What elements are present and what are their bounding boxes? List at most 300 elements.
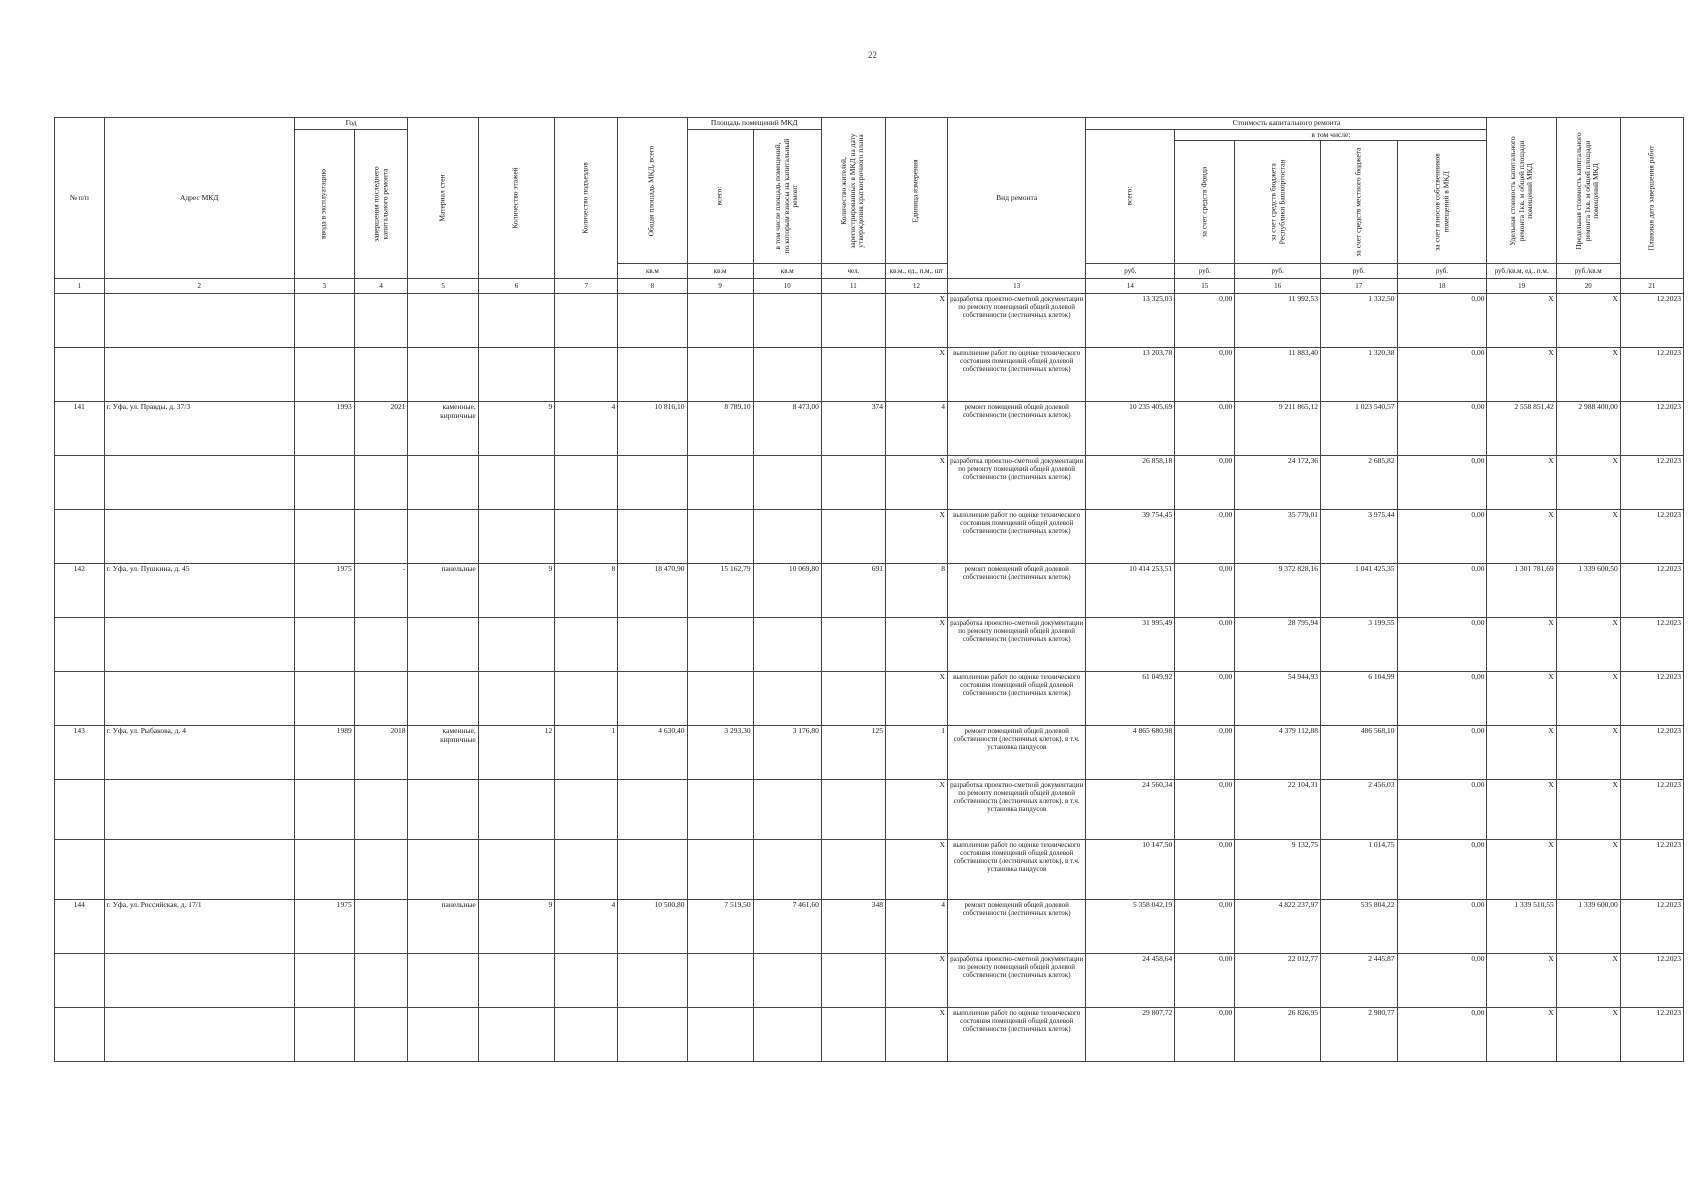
cell-col-17: 2 456,03 xyxy=(1321,780,1397,840)
table-row xyxy=(55,726,1684,780)
repair-register-table xyxy=(54,117,1684,1062)
cell-col-13: выполнение работ по оценке технического состояния помещений общей долевой собственности (лестничных клеток) xyxy=(947,1008,1085,1062)
column-number: 12 xyxy=(885,279,947,294)
column-number: 15 xyxy=(1175,279,1235,294)
cell-col-19: X xyxy=(1487,456,1556,510)
cell-col-15: 0,00 xyxy=(1175,672,1235,726)
cell-col-6 xyxy=(478,618,554,672)
cell-col-21: 12.2023 xyxy=(1620,726,1683,780)
cell-col-15: 0,00 xyxy=(1175,510,1235,564)
cell-col-14: 10 235 405,69 xyxy=(1086,402,1175,456)
table-row xyxy=(55,672,1684,726)
cell-col-5: каменные, кирпичные xyxy=(408,726,478,780)
cell-col-17: 1 320,38 xyxy=(1321,348,1397,402)
cell-col-17: 535 804,22 xyxy=(1321,900,1397,954)
column-number: 11 xyxy=(821,279,885,294)
cell-col-17: 1 014,75 xyxy=(1321,840,1397,900)
header-floors: Количество этажей xyxy=(478,118,554,279)
table-row xyxy=(55,840,1684,900)
table-row xyxy=(55,564,1684,618)
cell-col-9 xyxy=(687,348,753,402)
cell-col-14: 13 203,78 xyxy=(1086,348,1175,402)
cell-col-17: 3 975,44 xyxy=(1321,510,1397,564)
cell-col-20: X xyxy=(1556,348,1620,402)
cell-col-16: 9 132,75 xyxy=(1235,840,1321,900)
cell-col-11 xyxy=(821,456,885,510)
header-cost-local: за счет средств местного бюджета xyxy=(1321,141,1397,264)
cell-col-3: 1975 xyxy=(294,564,354,618)
cell-col-11: 348 xyxy=(821,900,885,954)
cell-col-16: 9 372 828,16 xyxy=(1235,564,1321,618)
cell-col-9 xyxy=(687,1008,753,1062)
cell-col-20: X xyxy=(1556,294,1620,348)
cell-col-10 xyxy=(753,456,821,510)
column-number: 9 xyxy=(687,279,753,294)
table-row xyxy=(55,954,1684,1008)
cell-col-8 xyxy=(618,672,687,726)
cell-col-15: 0,00 xyxy=(1175,402,1235,456)
cell-col-5 xyxy=(408,1008,478,1062)
cell-col-2 xyxy=(104,510,294,564)
table-row xyxy=(55,456,1684,510)
column-number: 16 xyxy=(1235,279,1321,294)
cell-col-4: 2018 xyxy=(354,726,408,780)
cell-col-21: 12.2023 xyxy=(1620,780,1683,840)
cell-col-12: X xyxy=(885,954,947,1008)
cell-col-8 xyxy=(618,294,687,348)
cell-col-12: 8 xyxy=(885,564,947,618)
table-row xyxy=(55,780,1684,840)
table-row xyxy=(55,618,1684,672)
cell-col-20: X xyxy=(1556,672,1620,726)
cell-col-14: 61 049,92 xyxy=(1086,672,1175,726)
table-row xyxy=(55,348,1684,402)
header-work-type: Вид ремонта xyxy=(947,118,1085,279)
header-cost-fund: за счет средств Фонда xyxy=(1175,141,1235,264)
cell-col-12: X xyxy=(885,456,947,510)
cell-col-15: 0,00 xyxy=(1175,954,1235,1008)
cell-col-15: 0,00 xyxy=(1175,348,1235,402)
cell-col-11 xyxy=(821,780,885,840)
cell-col-19: X xyxy=(1487,348,1556,402)
column-number: 21 xyxy=(1620,279,1683,294)
cell-col-13: ремонт помещений общей долевой собственности (лестничных клеток), в т.ч. установка пандусов xyxy=(947,726,1085,780)
cell-col-20: X xyxy=(1556,954,1620,1008)
cell-col-5: панельные xyxy=(408,900,478,954)
cell-col-2 xyxy=(104,1008,294,1062)
column-number: 4 xyxy=(354,279,408,294)
column-number: 10 xyxy=(753,279,821,294)
column-number: 2 xyxy=(104,279,294,294)
table-row xyxy=(55,900,1684,954)
cell-col-16: 22 104,31 xyxy=(1235,780,1321,840)
cell-col-7 xyxy=(555,348,618,402)
cell-col-16: 4 379 112,88 xyxy=(1235,726,1321,780)
cell-col-10 xyxy=(753,618,821,672)
cell-col-19: X xyxy=(1487,294,1556,348)
cell-col-3 xyxy=(294,510,354,564)
cell-col-8: 18 470,90 xyxy=(618,564,687,618)
cell-col-3 xyxy=(294,672,354,726)
cell-col-17: 1 023 540,57 xyxy=(1321,402,1397,456)
cell-col-9 xyxy=(687,672,753,726)
cell-col-10 xyxy=(753,510,821,564)
cell-col-3 xyxy=(294,618,354,672)
table-header xyxy=(55,118,1684,294)
cell-col-6 xyxy=(478,780,554,840)
header-residents: Количество жителей, зарегистрированных в МКД на дату утверждения краткосрочного плана xyxy=(821,118,885,264)
header-unit-cost: Удельная стоимость капитального ремонта 1кв. м общей площади помещений МКД xyxy=(1487,118,1556,264)
cell-col-12: 1 xyxy=(885,726,947,780)
header-cost-republic: за счет средств бюджета Республики Башкортостан xyxy=(1235,141,1321,264)
cell-col-3: 1975 xyxy=(294,900,354,954)
cell-col-17: 486 568,10 xyxy=(1321,726,1397,780)
cell-col-9 xyxy=(687,780,753,840)
cell-col-18: 0,00 xyxy=(1397,348,1487,402)
cell-col-10 xyxy=(753,954,821,1008)
unit-cell: руб./кв.м, ед., п.м. xyxy=(1487,264,1556,279)
cell-col-5 xyxy=(408,618,478,672)
table-row xyxy=(55,402,1684,456)
cell-col-15: 0,00 xyxy=(1175,840,1235,900)
cell-col-4 xyxy=(354,840,408,900)
cell-col-21: 12.2023 xyxy=(1620,510,1683,564)
cell-col-8 xyxy=(618,780,687,840)
cell-col-12: X xyxy=(885,510,947,564)
cell-col-19: X xyxy=(1487,618,1556,672)
cell-col-17: 3 199,55 xyxy=(1321,618,1397,672)
cell-col-14: 24 458,64 xyxy=(1086,954,1175,1008)
cell-col-14: 39 754,45 xyxy=(1086,510,1175,564)
cell-col-14: 13 325,03 xyxy=(1086,294,1175,348)
cell-col-4 xyxy=(354,672,408,726)
cell-col-1 xyxy=(55,840,105,900)
cell-col-3 xyxy=(294,780,354,840)
cell-col-1 xyxy=(55,456,105,510)
cell-col-11 xyxy=(821,1008,885,1062)
cell-col-2 xyxy=(104,348,294,402)
column-number: 5 xyxy=(408,279,478,294)
cell-col-19: 1 339 510,55 xyxy=(1487,900,1556,954)
cell-col-7 xyxy=(555,510,618,564)
cell-col-20: X xyxy=(1556,510,1620,564)
cell-col-14: 5 358 042,19 xyxy=(1086,900,1175,954)
header-address: Адрес МКД xyxy=(104,118,294,279)
cell-col-1 xyxy=(55,954,105,1008)
cell-col-19: X xyxy=(1487,954,1556,1008)
cell-col-7 xyxy=(555,780,618,840)
cell-col-2: г. Уфа, ул. Пушкина, д. 45 xyxy=(104,564,294,618)
page-number: 22 xyxy=(868,50,877,60)
cell-col-7 xyxy=(555,954,618,1008)
cell-col-1: 142 xyxy=(55,564,105,618)
column-number: 13 xyxy=(947,279,1085,294)
cell-col-7: 4 xyxy=(555,402,618,456)
cell-col-21: 12.2023 xyxy=(1620,954,1683,1008)
cell-col-13: выполнение работ по оценке технического состояния помещений общей долевой собственности (лестничных клеток) xyxy=(947,672,1085,726)
cell-col-7 xyxy=(555,618,618,672)
cell-col-18: 0,00 xyxy=(1397,564,1487,618)
cell-col-3 xyxy=(294,456,354,510)
cell-col-12: 4 xyxy=(885,900,947,954)
cell-col-18: 0,00 xyxy=(1397,618,1487,672)
cell-col-6 xyxy=(478,840,554,900)
cell-col-3 xyxy=(294,348,354,402)
cell-col-11 xyxy=(821,618,885,672)
cell-col-12: X xyxy=(885,1008,947,1062)
cell-col-14: 29 807,72 xyxy=(1086,1008,1175,1062)
cell-col-8 xyxy=(618,840,687,900)
cell-col-7 xyxy=(555,294,618,348)
cell-col-8 xyxy=(618,1008,687,1062)
column-number: 1 xyxy=(55,279,105,294)
cell-col-18: 0,00 xyxy=(1397,402,1487,456)
cell-col-7: 8 xyxy=(555,564,618,618)
cell-col-20: X xyxy=(1556,780,1620,840)
cell-col-18: 0,00 xyxy=(1397,840,1487,900)
cell-col-7 xyxy=(555,456,618,510)
cell-col-6 xyxy=(478,510,554,564)
cell-col-1 xyxy=(55,618,105,672)
table-row xyxy=(55,294,1684,348)
cell-col-12: X xyxy=(885,780,947,840)
cell-col-10: 8 473,00 xyxy=(753,402,821,456)
cell-col-16: 4 822 237,97 xyxy=(1235,900,1321,954)
header-cost-group: Стоимость капитального ремонта xyxy=(1086,118,1487,130)
unit-cell: руб. xyxy=(1175,264,1235,279)
cell-col-5 xyxy=(408,672,478,726)
cell-col-4 xyxy=(354,954,408,1008)
cell-col-3: 1989 xyxy=(294,726,354,780)
header-planned-date: Плановая дата завершения работ xyxy=(1620,118,1683,279)
cell-col-21: 12.2023 xyxy=(1620,564,1683,618)
cell-col-9 xyxy=(687,840,753,900)
cell-col-9: 3 293,30 xyxy=(687,726,753,780)
cell-col-4 xyxy=(354,1008,408,1062)
cell-col-6: 12 xyxy=(478,726,554,780)
column-number: 6 xyxy=(478,279,554,294)
cell-col-2 xyxy=(104,618,294,672)
cell-col-13: ремонт помещений общей долевой собственности (лестничных клеток) xyxy=(947,564,1085,618)
cell-col-3 xyxy=(294,294,354,348)
cell-col-15: 0,00 xyxy=(1175,618,1235,672)
header-year-commissioning: ввода в эксплуатацию xyxy=(294,129,354,279)
cell-col-13: выполнение работ по оценке технического состояния помещений общей долевой собственности (лестничных клеток) xyxy=(947,348,1085,402)
cell-col-21: 12.2023 xyxy=(1620,900,1683,954)
header-entrances: Количество подъездов xyxy=(555,118,618,279)
cell-col-18: 0,00 xyxy=(1397,1008,1487,1062)
cell-col-17: 6 104,99 xyxy=(1321,672,1397,726)
cell-col-12: 4 xyxy=(885,402,947,456)
cell-col-2 xyxy=(104,780,294,840)
cell-col-4 xyxy=(354,294,408,348)
cell-col-5: панельные xyxy=(408,564,478,618)
cell-col-7 xyxy=(555,1008,618,1062)
cell-col-13: ремонт помещений общей долевой собственности (лестничных клеток) xyxy=(947,402,1085,456)
cell-col-6 xyxy=(478,348,554,402)
cell-col-9: 7 519,50 xyxy=(687,900,753,954)
cell-col-21: 12.2023 xyxy=(1620,348,1683,402)
header-cost-total: всего: xyxy=(1086,129,1175,264)
header-year-last-repair: завершения последнего капитального ремонта xyxy=(354,129,408,279)
table-body xyxy=(55,294,1684,1062)
cell-col-10: 10 069,80 xyxy=(753,564,821,618)
cell-col-21: 12.2023 xyxy=(1620,402,1683,456)
cell-col-16: 11 883,40 xyxy=(1235,348,1321,402)
unit-cell: кв.м xyxy=(753,264,821,279)
cell-col-4 xyxy=(354,618,408,672)
cell-col-16: 26 826,95 xyxy=(1235,1008,1321,1062)
cell-col-6 xyxy=(478,672,554,726)
cell-col-17: 1 332,50 xyxy=(1321,294,1397,348)
cell-col-12: X xyxy=(885,840,947,900)
cell-col-5: каменные, кирпичные xyxy=(408,402,478,456)
header-including: в том числе: xyxy=(1175,129,1487,141)
register-sheet xyxy=(54,117,1684,1062)
cell-col-10 xyxy=(753,840,821,900)
header-no: № п/п xyxy=(55,118,105,279)
cell-col-11 xyxy=(821,672,885,726)
cell-col-9 xyxy=(687,510,753,564)
table-row xyxy=(55,510,1684,564)
cell-col-7 xyxy=(555,840,618,900)
cell-col-6: 9 xyxy=(478,900,554,954)
cell-col-5 xyxy=(408,840,478,900)
unit-cell: чел. xyxy=(821,264,885,279)
header-unit: Единица измерения xyxy=(885,118,947,264)
cell-col-11 xyxy=(821,840,885,900)
cell-col-16: 28 795,94 xyxy=(1235,618,1321,672)
cell-col-13: разработка проектно-сметной документации по ремонту помещений общей долевой собственности (лестничных клеток) xyxy=(947,618,1085,672)
cell-col-9: 8 789,10 xyxy=(687,402,753,456)
cell-col-20: X xyxy=(1556,726,1620,780)
column-number: 17 xyxy=(1321,279,1397,294)
cell-col-13: разработка проектно-сметной документации по ремонту помещений общей долевой собственности (лестничных клеток) xyxy=(947,954,1085,1008)
cell-col-3: 1993 xyxy=(294,402,354,456)
cell-col-14: 4 865 680,98 xyxy=(1086,726,1175,780)
cell-col-2 xyxy=(104,672,294,726)
cell-col-17: 2 980,77 xyxy=(1321,1008,1397,1062)
cell-col-15: 0,00 xyxy=(1175,564,1235,618)
cell-col-16: 9 211 865,12 xyxy=(1235,402,1321,456)
cell-col-2: г. Уфа, ул. Российская, д. 17/1 xyxy=(104,900,294,954)
cell-col-21: 12.2023 xyxy=(1620,294,1683,348)
cell-col-10 xyxy=(753,348,821,402)
cell-col-10 xyxy=(753,780,821,840)
cell-col-18: 0,00 xyxy=(1397,780,1487,840)
cell-col-1: 144 xyxy=(55,900,105,954)
cell-col-18: 0,00 xyxy=(1397,456,1487,510)
column-number: 19 xyxy=(1487,279,1556,294)
cell-col-4 xyxy=(354,348,408,402)
cell-col-14: 10 147,50 xyxy=(1086,840,1175,900)
cell-col-1 xyxy=(55,780,105,840)
cell-col-19: X xyxy=(1487,840,1556,900)
cell-col-9 xyxy=(687,954,753,1008)
cell-col-14: 10 414 253,51 xyxy=(1086,564,1175,618)
cell-col-1: 141 xyxy=(55,402,105,456)
cell-col-15: 0,00 xyxy=(1175,456,1235,510)
cell-col-1 xyxy=(55,294,105,348)
cell-col-18: 0,00 xyxy=(1397,726,1487,780)
cell-col-10 xyxy=(753,294,821,348)
cell-col-8 xyxy=(618,954,687,1008)
cell-col-20: X xyxy=(1556,456,1620,510)
cell-col-6: 9 xyxy=(478,402,554,456)
column-number: 18 xyxy=(1397,279,1487,294)
cell-col-8: 10 500,80 xyxy=(618,900,687,954)
cell-col-6 xyxy=(478,456,554,510)
cell-col-8: 10 816,10 xyxy=(618,402,687,456)
cell-col-13: выполнение работ по оценке технического состояния помещений общей долевой собственности (лестничных клеток), в т.ч. установка пандусов xyxy=(947,840,1085,900)
cell-col-16: 24 172,36 xyxy=(1235,456,1321,510)
cell-col-12: X xyxy=(885,294,947,348)
cell-col-1 xyxy=(55,672,105,726)
cell-col-1 xyxy=(55,1008,105,1062)
cell-col-14: 24 560,34 xyxy=(1086,780,1175,840)
header-wall-material: Материал стен xyxy=(408,118,478,279)
cell-col-5 xyxy=(408,294,478,348)
cell-col-7: 1 xyxy=(555,726,618,780)
column-numbers-row xyxy=(55,279,1684,294)
cell-col-10: 7 461,60 xyxy=(753,900,821,954)
cell-col-13: разработка проектно-сметной документации по ремонту помещений общей долевой собственности (лестничных клеток) xyxy=(947,294,1085,348)
cell-col-6 xyxy=(478,954,554,1008)
unit-cell: кв.м., ед., п.м., шт xyxy=(885,264,947,279)
cell-col-4: - xyxy=(354,564,408,618)
cell-col-3 xyxy=(294,954,354,1008)
header-total-area: Общая площадь МКД, всего xyxy=(618,118,687,264)
cell-col-15: 0,00 xyxy=(1175,780,1235,840)
cell-col-9 xyxy=(687,294,753,348)
cell-col-16: 35 779,01 xyxy=(1235,510,1321,564)
cell-col-19: 1 301 781,69 xyxy=(1487,564,1556,618)
cell-col-10 xyxy=(753,672,821,726)
cell-col-13: выполнение работ по оценке технического состояния помещений общей долевой собственности (лестничных клеток) xyxy=(947,510,1085,564)
cell-col-19: X xyxy=(1487,780,1556,840)
cell-col-12: X xyxy=(885,348,947,402)
cell-col-21: 12.2023 xyxy=(1620,672,1683,726)
cell-col-11 xyxy=(821,348,885,402)
cell-col-20: 1 339 600,50 xyxy=(1556,564,1620,618)
cell-col-4 xyxy=(354,780,408,840)
cell-col-20: X xyxy=(1556,1008,1620,1062)
cell-col-13: ремонт помещений общей долевой собственности (лестничных клеток) xyxy=(947,900,1085,954)
cell-col-19: 2 558 851,42 xyxy=(1487,402,1556,456)
cell-col-5 xyxy=(408,780,478,840)
unit-cell: руб./кв.м xyxy=(1556,264,1620,279)
cell-col-2 xyxy=(104,294,294,348)
cell-col-10 xyxy=(753,1008,821,1062)
cell-col-14: 26 858,18 xyxy=(1086,456,1175,510)
cell-col-8 xyxy=(618,618,687,672)
unit-cell: кв.м xyxy=(687,264,753,279)
cell-col-21: 12.2023 xyxy=(1620,456,1683,510)
unit-cell: руб. xyxy=(1321,264,1397,279)
cell-col-12: X xyxy=(885,672,947,726)
cell-col-6: 9 xyxy=(478,564,554,618)
cell-col-16: 11 992,53 xyxy=(1235,294,1321,348)
cell-col-20: X xyxy=(1556,618,1620,672)
cell-col-18: 0,00 xyxy=(1397,294,1487,348)
cell-col-18: 0,00 xyxy=(1397,954,1487,1008)
column-number: 3 xyxy=(294,279,354,294)
cell-col-15: 0,00 xyxy=(1175,294,1235,348)
unit-cell: руб. xyxy=(1235,264,1321,279)
cell-col-5 xyxy=(408,348,478,402)
cell-col-13: разработка проектно-сметной документации по ремонту помещений общей долевой собственности (лестничных клеток), в т.ч. установка пандусов xyxy=(947,780,1085,840)
cell-col-21: 12.2023 xyxy=(1620,618,1683,672)
